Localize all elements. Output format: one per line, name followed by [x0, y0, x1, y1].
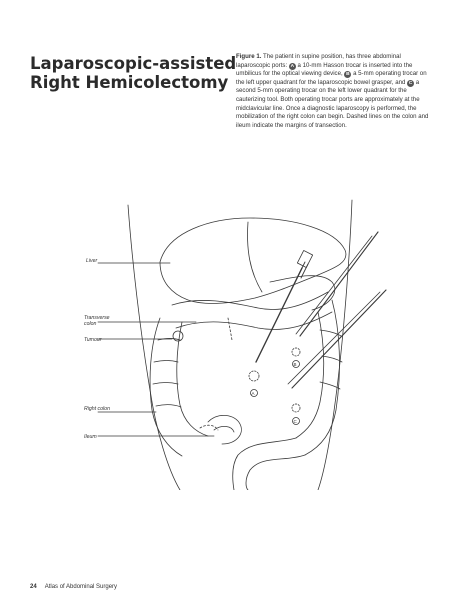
- tumour-label: Tumour: [84, 337, 102, 343]
- stomach-outline: [270, 276, 335, 310]
- right-colon-label: Right colon: [84, 406, 110, 412]
- title-line-1: Laparoscopic-assisted: [30, 54, 237, 73]
- book-title: Atlas of Abdominal Surgery: [44, 584, 118, 590]
- transverse-colon-lower: [176, 312, 332, 330]
- port-a-label: A: [251, 391, 255, 396]
- abdominal-anatomy-illustration: [0, 190, 474, 490]
- caption-text-4: a second 5-mm operating trocar on the left lower quadrant for the cauterizing tool. Both operating trocar ports are approximately at the midclavicular line. Once a diagnostic laparoscopy is performed, the mobilization of the right colon can begin. Dashed lines on the colon and ileum indicate the margins of transection.: [236, 78, 429, 129]
- sigmoid-colon-outline: [246, 455, 305, 490]
- ileum-outline: [208, 415, 241, 444]
- port-c-label: C: [293, 419, 297, 424]
- caption-text-1: The patient in supine position, has three abdominal laparoscopic ports:: [236, 53, 401, 69]
- port-a-site: [249, 371, 259, 381]
- descending-colon-inner: [293, 312, 324, 438]
- marker-c-badge: C: [408, 80, 413, 86]
- port-b-label: B: [293, 362, 297, 367]
- transverse-colon-label-2: colon: [84, 321, 97, 327]
- transverse-colon-outline: [172, 292, 328, 310]
- marker-a-badge: A: [290, 63, 295, 69]
- port-b-site: [292, 348, 300, 356]
- liver-label: Liver: [86, 258, 98, 264]
- marker-b-badge: B: [346, 72, 350, 78]
- transverse-colon-label-1: Transverse: [84, 315, 110, 321]
- grasper-instrument: [300, 232, 378, 336]
- liver-lobe-line: [248, 222, 262, 292]
- port-c-site: [292, 404, 300, 412]
- page-title: [30, 54, 237, 92]
- liver-outline: [160, 218, 346, 304]
- ileum-label: Ileum: [84, 434, 97, 440]
- title-line-2: Right Hemicolectomy: [30, 73, 229, 92]
- page-footer: [30, 584, 117, 590]
- page-number: 24: [30, 584, 37, 590]
- transection-margin-colon: [228, 318, 232, 340]
- caption-text-3: a 5-mm operating trocar on the left upper quadrant for the laparoscopic bowel grasper, and: [236, 70, 427, 86]
- figure-caption: [236, 53, 436, 130]
- figure-label: Figure 1.: [236, 53, 262, 60]
- caption-text-2: a 10-mm Hasson trocar is inserted into the umbilicus for the optical viewing device,: [236, 61, 413, 78]
- torso-left-outline: [128, 205, 180, 490]
- hasson-trocar: [256, 268, 302, 362]
